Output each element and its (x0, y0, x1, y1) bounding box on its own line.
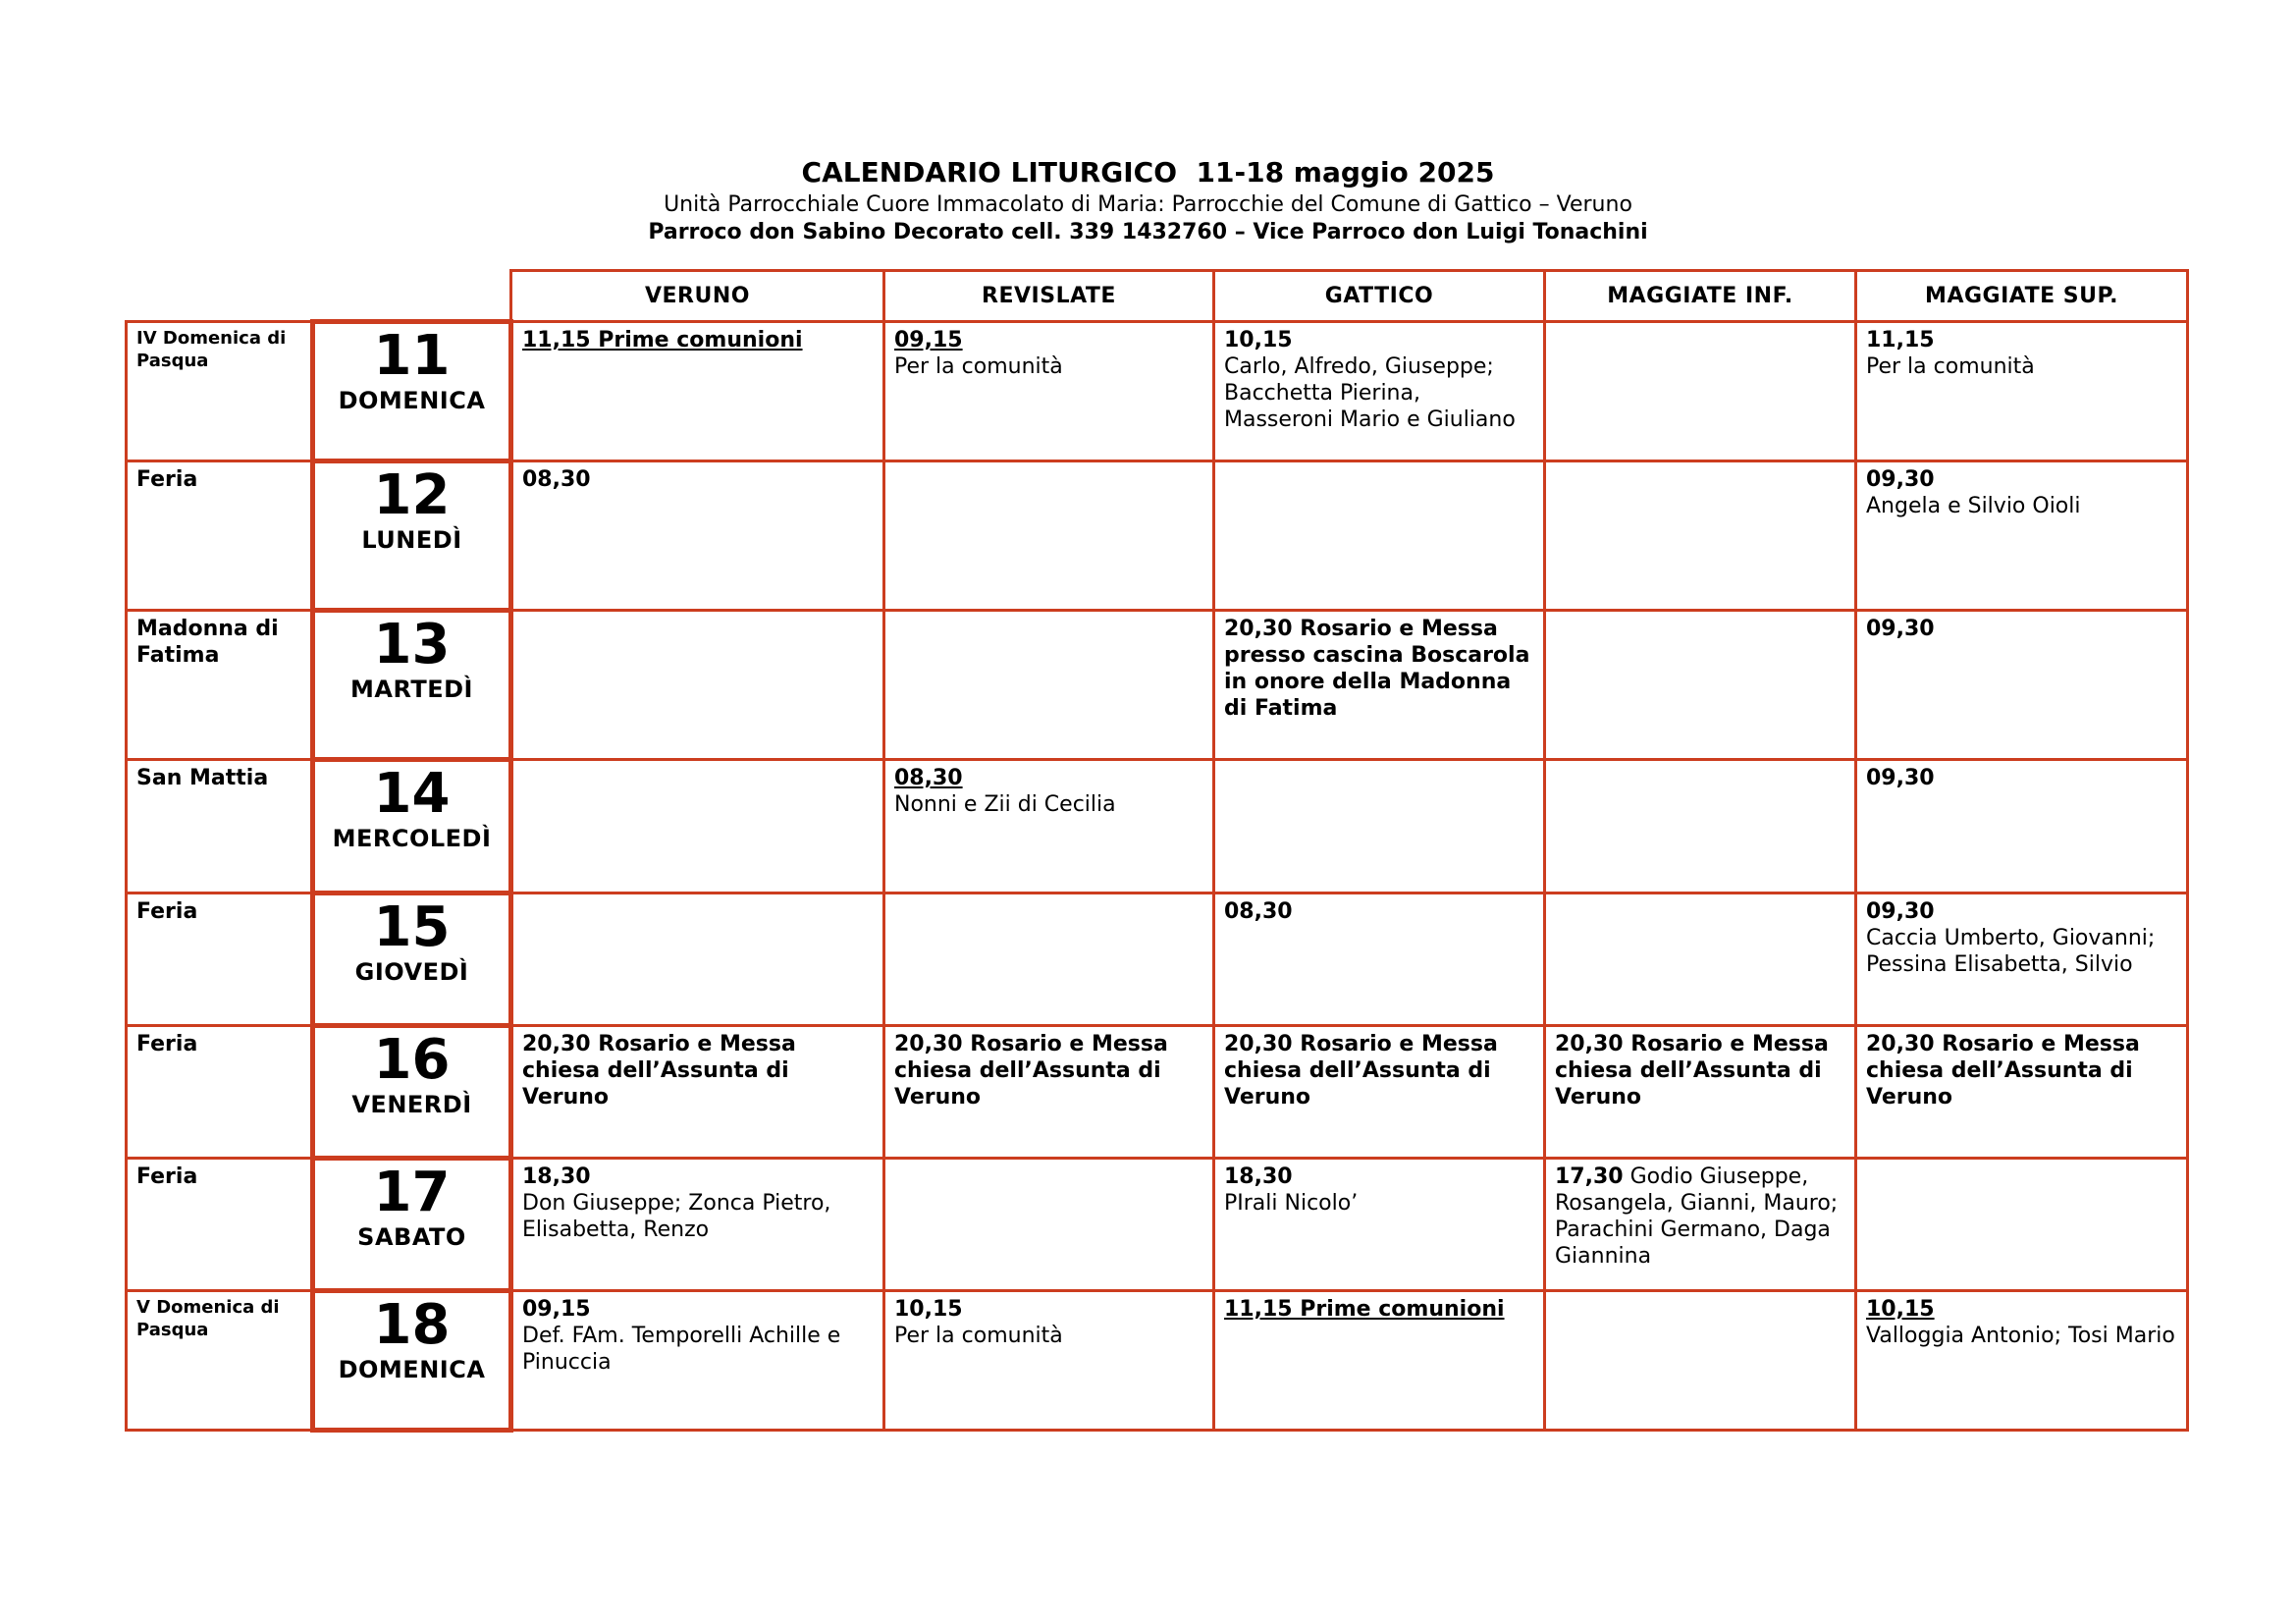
day-name: LUNEDÌ (361, 526, 462, 554)
column-header-gattico: GATTICO (1214, 271, 1545, 322)
blank-header-cell (313, 271, 511, 322)
mass-time: 10,15 (1224, 328, 1293, 352)
cell-maggiate-inf (1545, 1026, 1856, 1159)
feast-label: Feria (127, 893, 313, 1026)
cell-maggiate-inf (1545, 322, 1856, 461)
cell-maggiate-inf (1545, 611, 1856, 760)
mass-time: 08,30 (522, 467, 591, 492)
column-header-veruno: VERUNO (511, 271, 884, 322)
table-row (127, 461, 2188, 611)
table-row (127, 760, 2188, 893)
table-row (127, 1291, 2188, 1431)
cell-maggiate-inf (1545, 461, 1856, 611)
cell-maggiate-sup (1856, 611, 2188, 760)
cell-revislate (884, 1159, 1214, 1291)
mass-event: 20,30 Rosario e Messa chiesa dell’Assunta di Veruno (894, 1032, 1168, 1110)
cell-maggiate-inf (1545, 1291, 1856, 1431)
mass-intention: Nonni e Zii di Cecilia (894, 792, 1116, 817)
cell-veruno (511, 1159, 884, 1291)
cell-maggiate-inf (1545, 760, 1856, 893)
day-number: 18 (373, 1293, 451, 1357)
mass-event: 20,30 Rosario e Messa presso cascina Boscarola in onore della Madonna di Fatima (1224, 617, 1530, 721)
day-number: 11 (373, 324, 451, 388)
mass-time: 11,15 (1866, 328, 1935, 352)
mass-intention: Def. FAm. Temporelli Achille e Pinuccia (522, 1324, 841, 1375)
cell-maggiate-sup (1856, 1291, 2188, 1431)
mass-intention: Godio Giuseppe, Rosangela, Gianni, Mauro; Parachini Germano, Daga Giannina (1555, 1164, 1839, 1269)
day-name: DOMENICA (338, 387, 486, 414)
mass-time: 10,15 (894, 1297, 963, 1322)
cell-revislate (884, 1026, 1214, 1159)
day-number: 17 (373, 1161, 451, 1224)
cell-revislate (884, 322, 1214, 461)
page-subtitle: Unità Parrocchiale Cuore Immacolato di Maria: Parrocchie del Comune di Gattico – Veruno (664, 192, 1632, 217)
cell-gattico (1214, 611, 1545, 760)
cell-revislate (884, 611, 1214, 760)
mass-time: 08,30 (894, 766, 963, 790)
day-name: VENERDÌ (351, 1091, 472, 1118)
mass-time: 10,15 (1866, 1297, 1935, 1322)
mass-intention: Carlo, Alfredo, Giuseppe; Bacchetta Pierina, Masseroni Mario e Giuliano (1224, 354, 1516, 432)
cell-revislate (884, 1291, 1214, 1431)
cell-gattico (1214, 760, 1545, 893)
cell-gattico (1214, 1026, 1545, 1159)
cell-maggiate-inf (1545, 1159, 1856, 1291)
day-cell (313, 461, 511, 611)
day-cell (313, 322, 511, 461)
mass-intention: Per la comunità (894, 1324, 1063, 1348)
column-header-revislate: REVISLATE (884, 271, 1214, 322)
cell-revislate (884, 760, 1214, 893)
day-number: 16 (373, 1028, 451, 1092)
day-name: GIOVEDÌ (354, 958, 469, 986)
mass-time: 17,30 (1555, 1164, 1624, 1189)
cell-maggiate-sup (1856, 760, 2188, 893)
mass-event: 20,30 Rosario e Messa chiesa dell’Assunta di Veruno (1866, 1032, 2140, 1110)
page-title: CALENDARIO LITURGICO 11-18 maggio 2025 (801, 156, 1495, 189)
day-cell (313, 1159, 511, 1291)
cell-veruno (511, 322, 884, 461)
blank-header-cell (127, 271, 313, 322)
cell-gattico (1214, 1291, 1545, 1431)
header-row (127, 271, 2188, 322)
mass-event: 20,30 Rosario e Messa chiesa dell’Assunta di Veruno (1224, 1032, 1498, 1110)
cell-gattico (1214, 1159, 1545, 1291)
parroco-info: Parroco don Sabino Decorato cell. 339 1432760 – Vice Parroco don Luigi Tonachini (648, 220, 1648, 244)
cell-gattico (1214, 322, 1545, 461)
day-cell (313, 760, 511, 893)
mass-intention: Per la comunità (1866, 354, 2035, 379)
mass-time: 11,15 Prime comunioni (1224, 1297, 1505, 1322)
column-header-maggiate-sup: MAGGIATE SUP. (1856, 271, 2188, 322)
cell-maggiate-sup (1856, 322, 2188, 461)
table-row (127, 1026, 2188, 1159)
mass-time: 09,30 (1866, 467, 1935, 492)
day-number: 15 (373, 895, 451, 959)
cell-veruno (511, 760, 884, 893)
day-cell (313, 1291, 511, 1431)
cell-maggiate-inf (1545, 893, 1856, 1026)
mass-time: 18,30 (522, 1164, 591, 1189)
cell-gattico (1214, 893, 1545, 1026)
cell-maggiate-sup (1856, 1159, 2188, 1291)
day-name: SABATO (357, 1223, 466, 1251)
day-number: 12 (373, 463, 451, 527)
feast-label: Feria (127, 461, 313, 611)
feast-label: Feria (127, 1159, 313, 1291)
cell-maggiate-sup (1856, 461, 2188, 611)
day-number: 13 (373, 613, 451, 677)
mass-time: 09,15 (522, 1297, 591, 1322)
cell-veruno (511, 1026, 884, 1159)
mass-intention: Per la comunità (894, 354, 1063, 379)
day-name: DOMENICA (338, 1356, 486, 1383)
day-name: MERCOLEDÌ (332, 825, 492, 852)
calendar-table (125, 269, 2189, 1433)
table-row (127, 611, 2188, 760)
cell-veruno (511, 1291, 884, 1431)
day-name: MARTEDÌ (350, 676, 473, 703)
cell-maggiate-sup (1856, 1026, 2188, 1159)
table-row (127, 322, 2188, 461)
day-cell (313, 893, 511, 1026)
table-row (127, 1159, 2188, 1291)
day-number: 14 (373, 762, 451, 826)
page-header (0, 154, 2296, 246)
day-cell (313, 611, 511, 760)
feast-label: San Mattia (127, 760, 313, 893)
cell-revislate (884, 893, 1214, 1026)
cell-veruno (511, 611, 884, 760)
mass-time: 09,30 (1866, 766, 1935, 790)
feast-label: V Domenica di Pasqua (127, 1291, 313, 1431)
cell-veruno (511, 461, 884, 611)
mass-event: 20,30 Rosario e Messa chiesa dell’Assunta di Veruno (522, 1032, 796, 1110)
cell-revislate (884, 461, 1214, 611)
mass-time: 09,30 (1866, 617, 1935, 641)
table-row (127, 893, 2188, 1026)
mass-time: 18,30 (1224, 1164, 1293, 1189)
feast-label: Feria (127, 1026, 313, 1159)
cell-gattico (1214, 461, 1545, 611)
cell-veruno (511, 893, 884, 1026)
mass-intention: Caccia Umberto, Giovanni; Pessina Elisabetta, Silvio (1866, 926, 2156, 977)
mass-time: 08,30 (1224, 899, 1293, 924)
mass-time: 09,30 (1866, 899, 1935, 924)
feast-label: Madonna di Fatima (127, 611, 313, 760)
mass-intention: Angela e Silvio Oioli (1866, 494, 2081, 518)
mass-intention: Valloggia Antonio; Tosi Mario (1866, 1324, 2175, 1348)
cell-maggiate-sup (1856, 893, 2188, 1026)
column-header-maggiate-inf: MAGGIATE INF. (1545, 271, 1856, 322)
feast-label: IV Domenica di Pasqua (127, 322, 313, 461)
mass-time: 11,15 Prime comunioni (522, 328, 803, 352)
mass-time: 09,15 (894, 328, 963, 352)
mass-event: 20,30 Rosario e Messa chiesa dell’Assunta di Veruno (1555, 1032, 1829, 1110)
mass-intention: Don Giuseppe; Zonca Pietro, Elisabetta, Renzo (522, 1191, 831, 1242)
mass-intention: PIrali Nicolo’ (1224, 1191, 1359, 1216)
day-cell (313, 1026, 511, 1159)
